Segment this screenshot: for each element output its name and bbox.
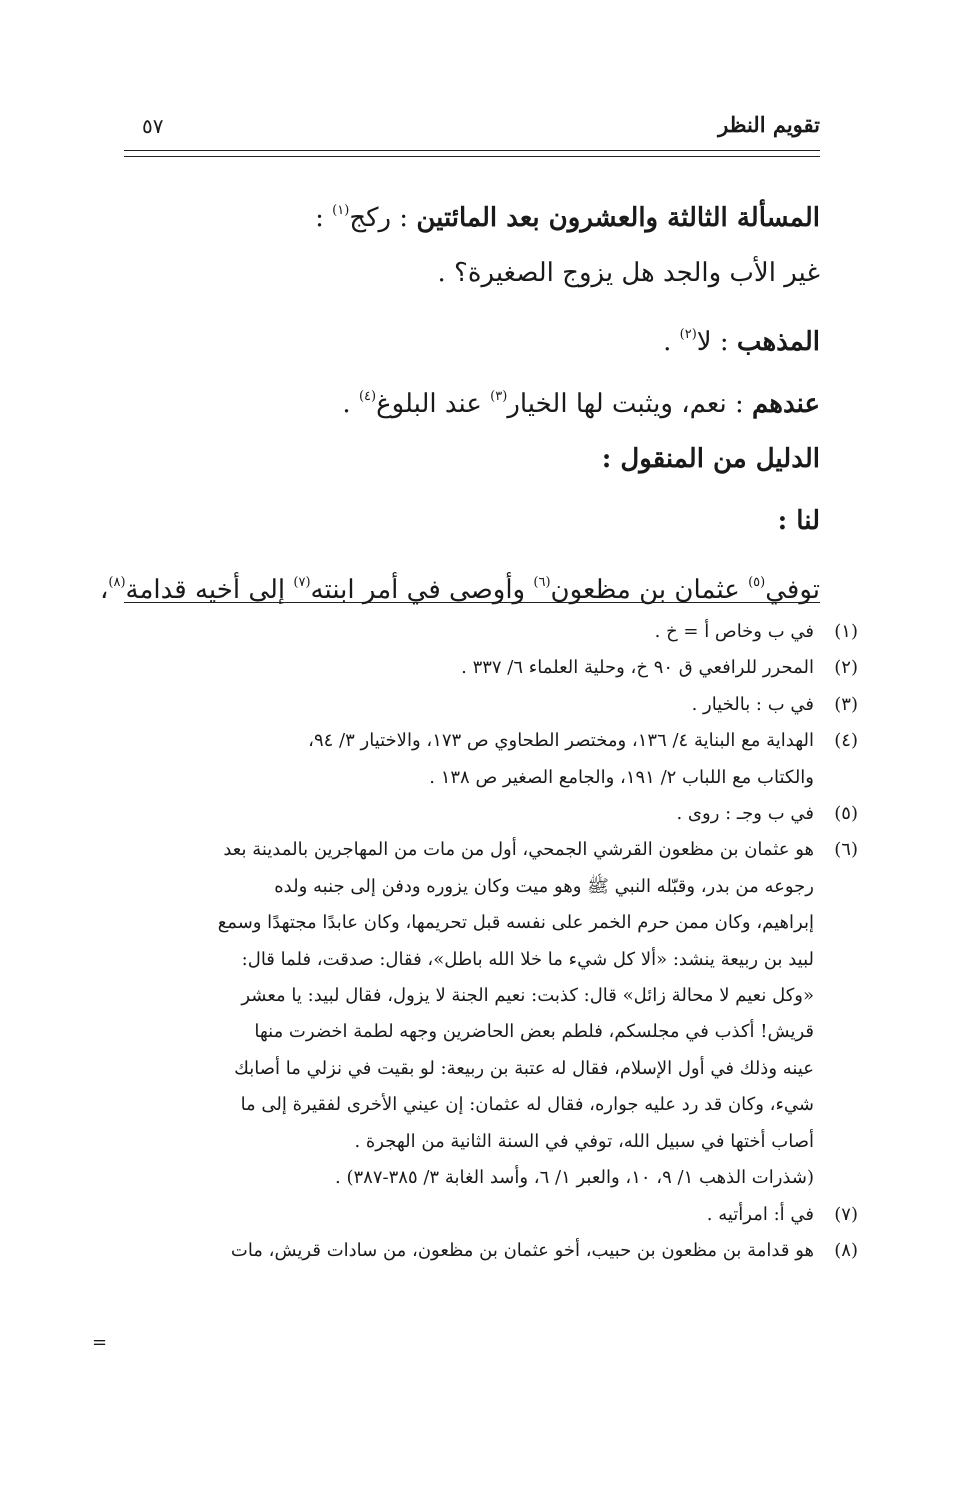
footnote — [122, 1197, 858, 1233]
footnote-line: لبيد بن ربيعة ينشد: «ألا كل شيء ما خلا الله باطل»، فقال: صدقت، فلما قال: — [241, 948, 814, 970]
footnote-number: (٦) — [834, 839, 858, 861]
narration-text: توفي — [765, 575, 820, 605]
madhhab-label: المذهب — [736, 327, 820, 357]
footnote — [122, 723, 858, 796]
punctuation: . — [663, 327, 680, 357]
running-header — [128, 112, 820, 152]
footnote-text — [122, 723, 858, 796]
footnote-line: أصاب أختها في سبيل الله، توفي في السنة الثانية من الهجرة . — [354, 1130, 814, 1152]
header-double-rule — [124, 150, 820, 157]
footnote-line: المحرر للرافعي ق ٩٠ خ، وحلية العلماء ٦/ ٣٣٧ . — [461, 657, 814, 679]
running-title: تقويم النظر — [718, 112, 820, 137]
footnote-ref[interactable]: (٧) — [293, 575, 311, 590]
footnote-line: إبراهيم، وكان ممن حرم الخمر على نفسه قبل تحريمها، وكان عابدًا مجتهدًا وسمع — [217, 912, 814, 934]
footnote-line: الهداية مع البناية ٤/ ١٣٦، ومختصر الطحاوي ص ١٧٣، والاختيار ٣/ ٩٤، — [308, 730, 814, 752]
footnote — [122, 796, 858, 832]
issue-code: : ركج — [349, 203, 409, 233]
footnote-ref[interactable]: (٤) — [358, 389, 377, 404]
footnote — [122, 650, 858, 686]
footnote-line: عينه وذلك في أول الإسلام، فقال له عتبة بن ربيعة: لو بقيت في نزلي ما أصابك — [234, 1057, 814, 1079]
opponents-label: عندهم — [751, 389, 820, 419]
narration-text: إلى أخيه قدامة — [125, 575, 294, 605]
footnote-text — [122, 832, 858, 1196]
footnote-ref[interactable]: (٢) — [679, 327, 697, 342]
footnote-number: (٤) — [834, 730, 858, 752]
footnote-line: قريش! أكذب في مجلسكم، فلطم بعض الحاضرين وجهه لطمة اخضرت منها — [254, 1021, 814, 1043]
footnote-line: شيء، وكان قد رد عليه جواره، فقال له عثمان: إن عيني الأخرى لفقيرة إلى ما — [240, 1094, 814, 1116]
opponents-text: : نعم، ويثبت لها الخيار — [507, 389, 744, 419]
footnote-ref[interactable]: (١) — [332, 203, 350, 218]
question-line: غير الأب والجد هل يزوج الصغيرة؟ . — [437, 258, 820, 288]
footnote-number: (٧) — [834, 1203, 858, 1225]
footnote-number: (١) — [834, 621, 858, 642]
footnote-line: في ب : بالخيار . — [691, 693, 814, 715]
footnote-ref[interactable]: (٦) — [533, 575, 551, 590]
footnote-number: (٥) — [834, 803, 858, 825]
continuation-mark: = — [92, 1332, 108, 1353]
footnote-line: والكتاب مع اللباب ٢/ ١٩١، والجامع الصغير ص ١٣٨ . — [429, 766, 814, 788]
punctuation: . — [342, 389, 359, 419]
footnote-ref[interactable]: (٣) — [490, 389, 508, 404]
opponents-text: عند البلوغ — [376, 389, 491, 419]
footnote-text — [122, 650, 858, 686]
footnote-line: (شذرات الذهب ١/ ٩، ١٠، والعبر ١/ ٦، وأسد الغابة ٣/ ٣٨٥-٣٨٧) . — [335, 1167, 814, 1189]
opponents-line — [120, 366, 820, 428]
footnote-ref[interactable]: (٥) — [748, 575, 766, 590]
madhhab-line — [120, 304, 820, 366]
footnote — [122, 687, 858, 723]
footnote-text — [122, 1197, 858, 1233]
footnote-text — [122, 687, 858, 723]
issue-heading-line — [120, 180, 820, 242]
footnote-text — [122, 614, 858, 650]
madhhab-answer: : لا — [696, 327, 729, 357]
footnote-number: (٨) — [834, 1239, 858, 1261]
page-number: ٥٧ — [142, 114, 164, 138]
narration-text: عثمان بن مظعون — [550, 575, 749, 605]
footnote-line: رجوعه من بدر، وقبّله النبي ﷺ وهو ميت وكان يزوره ودفن إلى جنبه ولده — [274, 875, 814, 897]
narration-text: وأوصى في أمر ابنته — [310, 575, 534, 605]
footnote-line: «وكل نعيم لا محالة زائل» قال: كذبت: نعيم الجنة لا يزول، فقال لبيد: يا معشر — [241, 985, 814, 1007]
footnote-line: هو عثمان بن مظعون القرشي الجمحي، أول من مات من المهاجرين بالمدينة بعد — [223, 839, 814, 861]
footnote-line: في ب وخاص أ = خ . — [654, 621, 814, 642]
punctuation: ، — [100, 575, 109, 605]
footnote-number: (٢) — [834, 657, 858, 679]
footnote-ref[interactable]: (٨) — [108, 575, 126, 590]
footnote — [122, 832, 858, 1196]
footnote — [122, 1233, 858, 1269]
main-text — [100, 180, 820, 614]
punctuation: : — [315, 203, 333, 233]
our-evidence-heading: لنا : — [777, 506, 820, 536]
footnote-text — [122, 1233, 858, 1269]
footnote-separator — [124, 602, 820, 603]
footnote — [122, 614, 858, 650]
footnotes — [122, 614, 858, 1269]
narration-line — [100, 552, 820, 614]
footnote-text — [122, 796, 858, 832]
footnote-line: هو قدامة بن مظعون بن حبيب، أخو عثمان بن مظعون، من سادات قريش، مات — [230, 1239, 814, 1261]
footnote-line: في أ: امرأتيه . — [706, 1203, 814, 1225]
evidence-heading: الدليل من المنقول : — [601, 444, 820, 474]
issue-heading: المسألة الثالثة والعشرون بعد المائتين — [416, 203, 820, 233]
footnote-number: (٣) — [834, 693, 858, 715]
footnote-line: في ب وجـ : روى . — [676, 803, 814, 825]
